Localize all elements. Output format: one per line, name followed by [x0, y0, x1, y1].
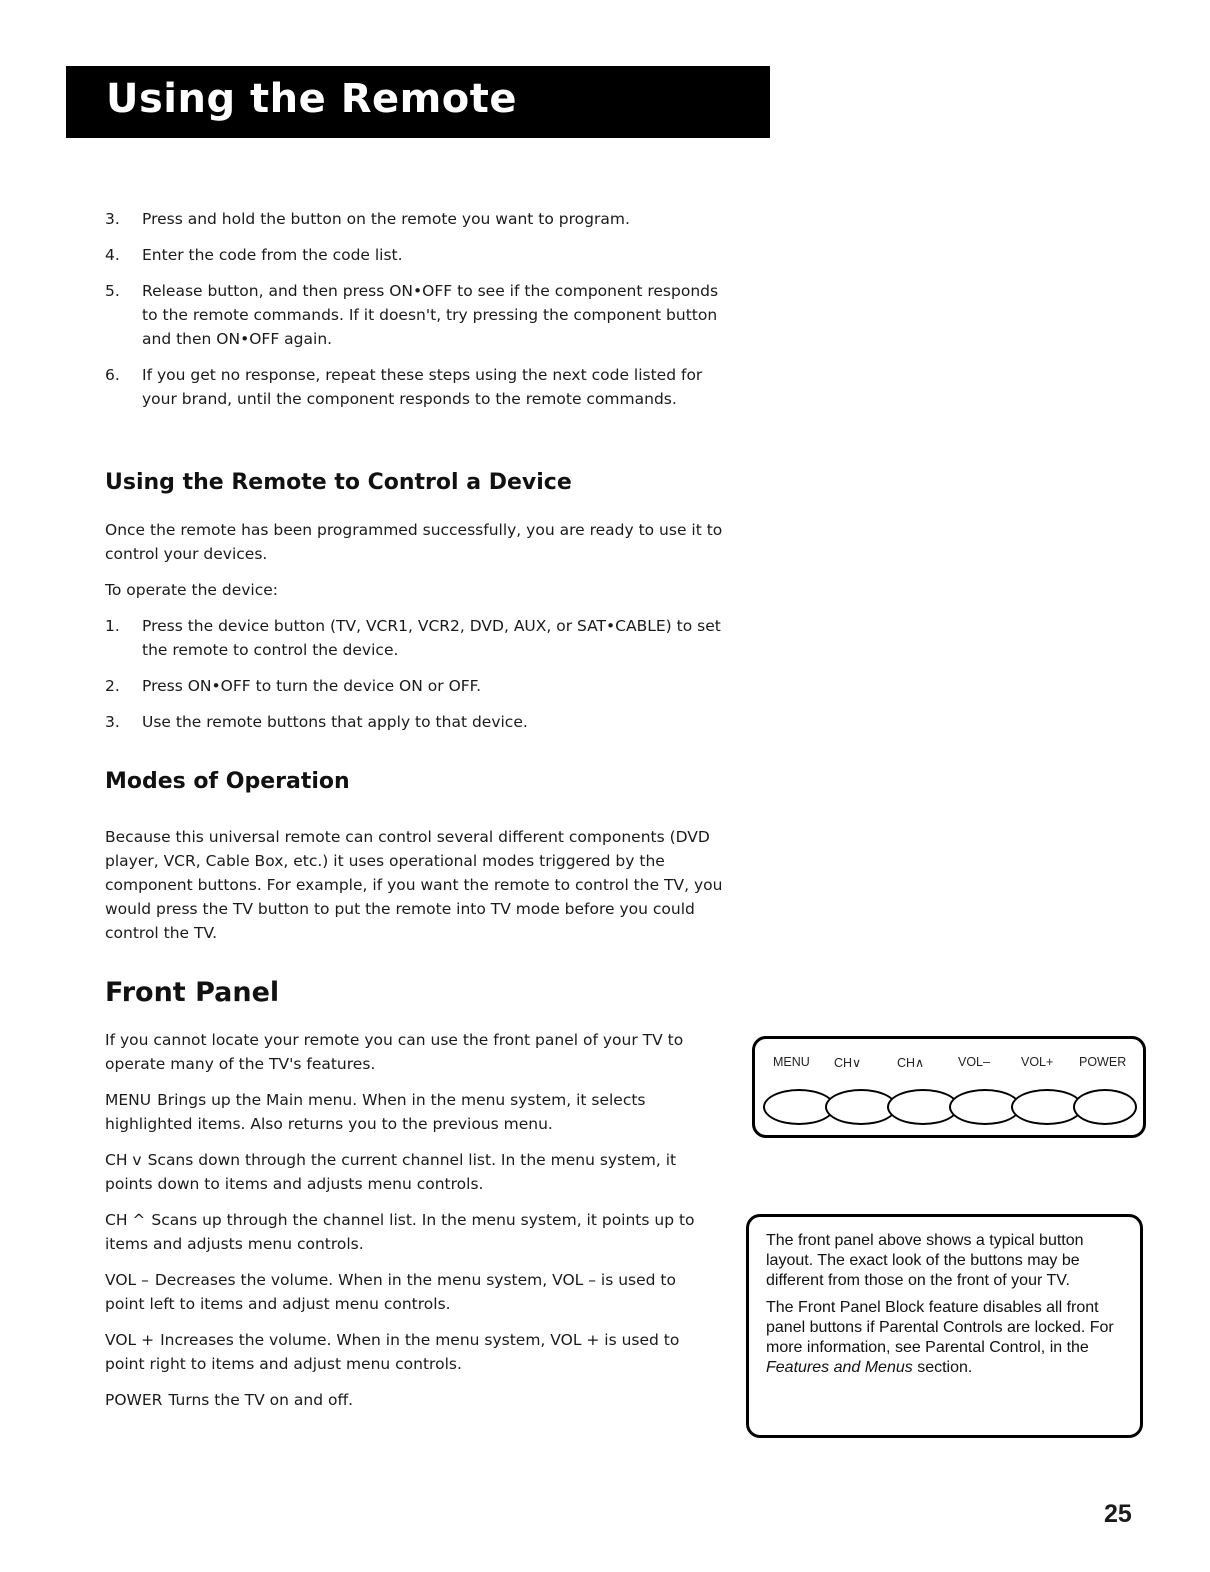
note-paragraph-2 — [766, 1298, 1124, 1378]
item-desc: Scans down through the current channel list. In the menu system, it points down to items and adjusts menu controls. — [105, 1151, 677, 1193]
control-intro: Once the remote has been programmed successfully, you are ready to use it to control your devices. — [105, 521, 723, 563]
step-number: 2. — [105, 677, 120, 695]
panel-button-power — [1073, 1089, 1137, 1125]
item-desc: Increases the volume. When in the menu system, VOL + is used to point right to items and adjust menu controls. — [105, 1331, 680, 1373]
step-number: 3. — [105, 713, 120, 731]
section-heading-modes: Modes of Operation — [105, 769, 350, 794]
step-text: Release button, and then press ON•OFF to see if the component responds to the remote commands. If it doesn't, try pressing the component button and then ON•OFF again. — [142, 282, 719, 348]
note-box — [746, 1214, 1143, 1438]
panel-label-vol-up: VOL+ — [1021, 1055, 1054, 1069]
programming-steps — [105, 207, 725, 411]
panel-label-vol-down: VOL– — [958, 1055, 990, 1069]
list-item — [105, 363, 725, 411]
item-term: POWER — [105, 1391, 163, 1409]
list-item — [105, 710, 725, 734]
panel-label-menu: MENU — [773, 1055, 810, 1069]
note-paragraph-1: The front panel above shows a typical button layout. The exact look of the buttons may be different from those on the front of your TV. — [766, 1232, 1084, 1289]
step-number: 6. — [105, 366, 120, 384]
section-heading-front-panel: Front Panel — [105, 977, 280, 1008]
front-panel-intro: If you cannot locate your remote you can use the front panel of your TV to operate many of the TV's features. — [105, 1031, 684, 1073]
step-text: If you get no response, repeat these steps using the next code listed for your brand, until the component responds to the remote commands. — [142, 366, 703, 408]
front-panel-section — [105, 1028, 720, 1412]
step-number: 3. — [105, 210, 120, 228]
step-text: Press ON•OFF to turn the device ON or OFF. — [142, 677, 482, 695]
list-item — [105, 1148, 720, 1196]
item-term: VOL + — [105, 1331, 155, 1349]
front-panel-diagram — [752, 1036, 1146, 1138]
title-bar — [66, 66, 770, 138]
panel-label-ch-up: CH∧ — [897, 1056, 925, 1070]
step-number: 5. — [105, 282, 120, 300]
note-text-end: section. — [912, 1359, 973, 1376]
page-number: 25 — [1104, 1500, 1132, 1528]
modes-text: Because this universal remote can control several different components (DVD player, VCR, Cable Box, etc.) it uses operational modes triggered by the component buttons. For example, if you want the remote to control the TV, you would press the TV button to put the remote into TV mode before you could control the TV. — [105, 828, 723, 942]
list-item — [105, 614, 725, 662]
list-item — [105, 1208, 720, 1256]
list-item — [105, 1268, 720, 1316]
list-item — [105, 207, 725, 231]
step-number: 1. — [105, 617, 120, 635]
step-number: 4. — [105, 246, 120, 264]
list-item — [105, 279, 725, 351]
item-desc: Brings up the Main menu. When in the menu system, it selects highlighted items. Also returns you to the previous menu. — [105, 1091, 646, 1133]
panel-label-power: POWER — [1079, 1055, 1127, 1069]
list-item — [105, 674, 725, 698]
note-italic-text: Features and Menus — [766, 1359, 913, 1376]
control-section — [105, 518, 725, 734]
step-text: Enter the code from the code list. — [142, 246, 403, 264]
list-item — [105, 1328, 720, 1376]
item-term: VOL – — [105, 1271, 149, 1289]
page-title: Using the Remote — [106, 76, 518, 122]
step-text: Press the device button (TV, VCR1, VCR2, DVD, AUX, or SAT•CABLE) to set the remote to control the device. — [142, 617, 721, 659]
item-desc: Turns the TV on and off. — [168, 1391, 354, 1409]
step-text: Press and hold the button on the remote you want to program. — [142, 210, 630, 228]
item-desc: Decreases the volume. When in the menu system, VOL – is used to point left to items and adjust menu controls. — [105, 1271, 676, 1313]
list-item — [105, 243, 725, 267]
item-term: MENU — [105, 1091, 152, 1109]
operate-label: To operate the device: — [105, 581, 279, 599]
list-item — [105, 1388, 720, 1412]
note-text: The Front Panel Block feature disables all front panel buttons if Parental Controls are locked. For more information, see Parental Control, in the — [766, 1299, 1114, 1356]
step-text: Use the remote buttons that apply to that device. — [142, 713, 528, 731]
item-term: CH ^ — [105, 1211, 146, 1229]
item-term: CH v — [105, 1151, 142, 1169]
panel-labels — [773, 1055, 1133, 1073]
panel-label-ch-down: CH∨ — [834, 1056, 862, 1070]
list-item — [105, 1088, 720, 1136]
section-heading-control: Using the Remote to Control a Device — [105, 470, 572, 495]
item-desc: Scans up through the channel list. In the menu system, it points up to items and adjusts menu controls. — [105, 1211, 695, 1253]
